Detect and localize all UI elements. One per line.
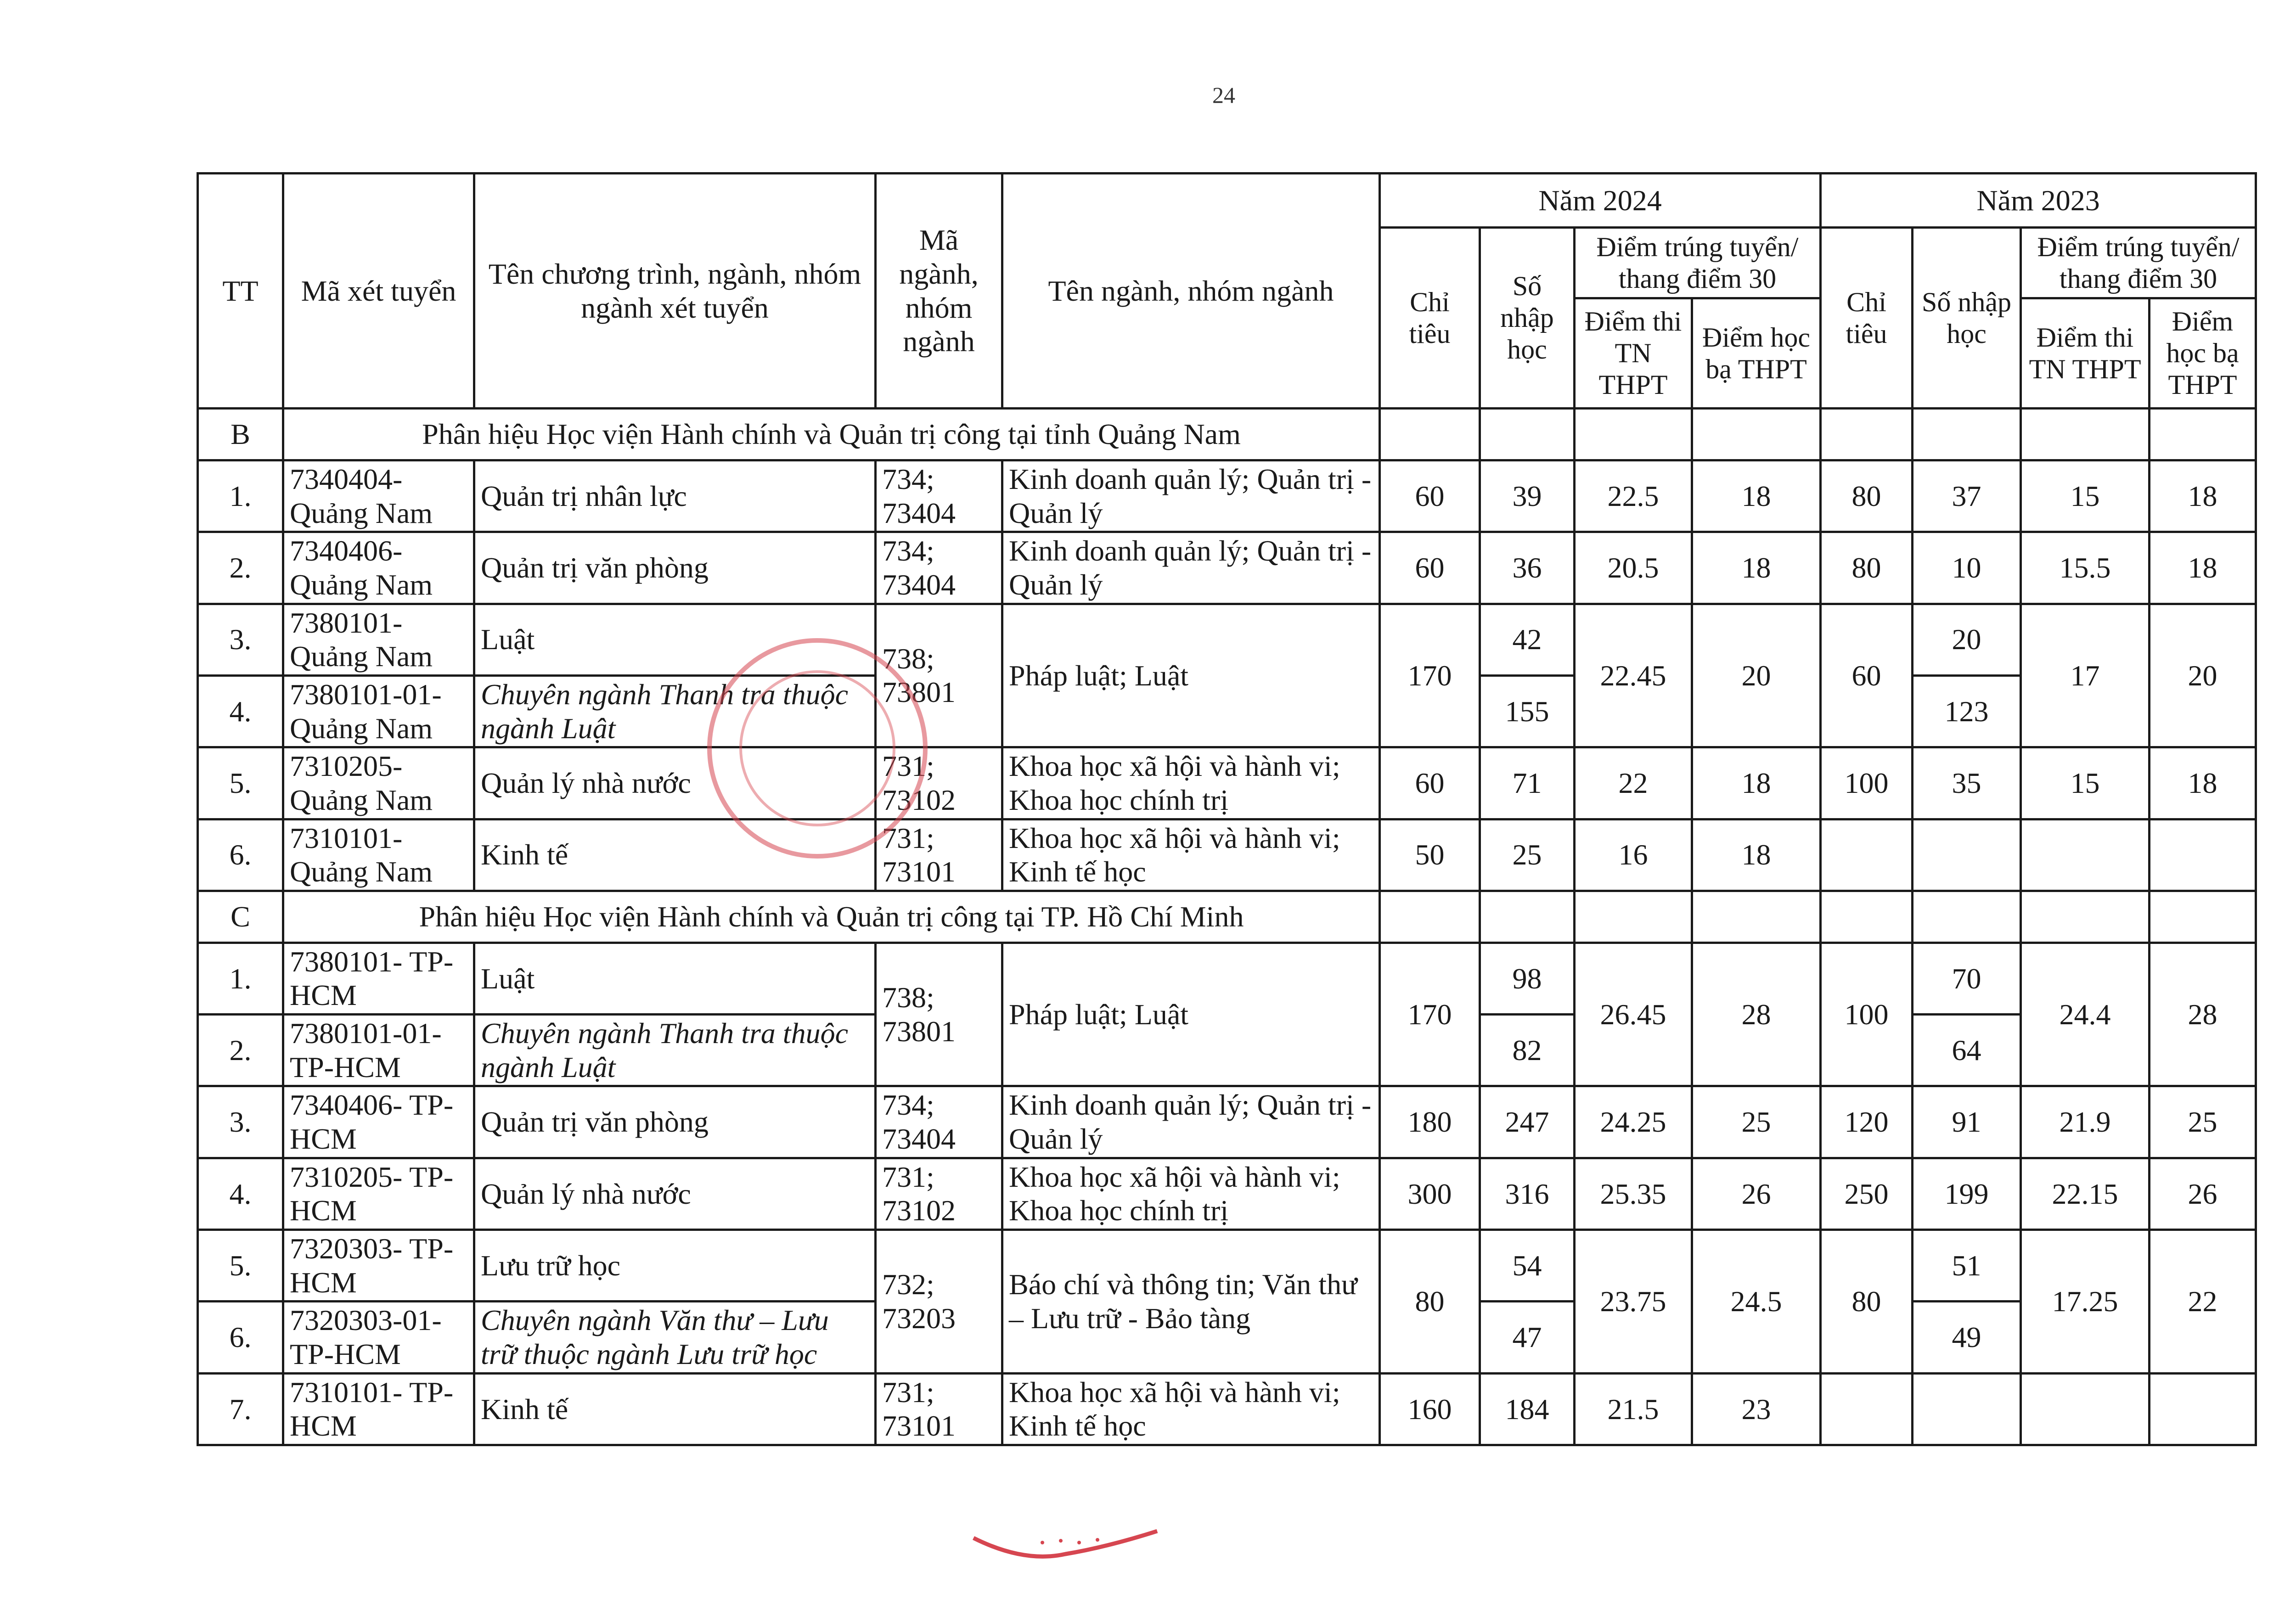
cell-diem-tn-2023: 24.4 bbox=[2021, 943, 2150, 1086]
cell-ten-chuong-trinh: Chuyên ngành Văn thư – Lưu trữ thuộc ngành Lưu trữ học bbox=[474, 1302, 876, 1373]
cell-nhap-hoc-2024: 98 bbox=[1480, 943, 1575, 1014]
cell-chi-tieu-2024: 160 bbox=[1380, 1373, 1480, 1445]
cell-tt: 4. bbox=[198, 1158, 283, 1229]
cell-nhap-hoc-2024: 155 bbox=[1480, 675, 1575, 747]
cell-ten-nganh: Khoa học xã hội và hành vi; Khoa học chính trị bbox=[1002, 747, 1380, 819]
cell-diem-tn-2024: 24.25 bbox=[1575, 1086, 1692, 1158]
cell-diem-tn-2024: 16 bbox=[1575, 819, 1692, 891]
cell-nhap-hoc-2024: 316 bbox=[1480, 1158, 1575, 1229]
cell-ma-nganh: 731; 73102 bbox=[876, 747, 1002, 819]
cell-chi-tieu-2024: 80 bbox=[1380, 1230, 1480, 1374]
cell-ma-nganh: 738; 73801 bbox=[876, 604, 1002, 747]
cell-ten-chuong-trinh: Chuyên ngành Thanh tra thuộc ngành Luật bbox=[474, 1015, 876, 1086]
cell-chi-tieu-2024: 170 bbox=[1380, 943, 1480, 1086]
cell-chi-tieu-2024: 170 bbox=[1380, 604, 1480, 747]
cell-chi-tieu-2023: 100 bbox=[1821, 943, 1913, 1086]
cell-ten-chuong-trinh: Luật bbox=[474, 943, 876, 1014]
header-diem-trung-tuyen-2024: Điểm trúng tuyển/ thang điểm 30 bbox=[1575, 228, 1821, 298]
header-so-nhap-hoc-2024: Số nhập học bbox=[1480, 228, 1575, 409]
cell-nhap-hoc-2023: 123 bbox=[1913, 675, 2021, 747]
cell-ma-nganh: 731; 73102 bbox=[876, 1158, 1002, 1229]
cell-ten-chuong-trinh: Kinh tế bbox=[474, 1373, 876, 1445]
cell-ma-nganh: 734; 73404 bbox=[876, 1086, 1002, 1158]
cell-chi-tieu-2024: 300 bbox=[1380, 1158, 1480, 1229]
cell-tt: 2. bbox=[198, 532, 283, 604]
cell-diem-tn-2023: 17.25 bbox=[2021, 1230, 2150, 1374]
cell-diem-hb-2023: 18 bbox=[2150, 532, 2256, 604]
cell-chi-tieu-2023: 80 bbox=[1821, 1230, 1913, 1374]
header-ma-nganh: Mã ngành, nhóm ngành bbox=[876, 174, 1002, 409]
cell-chi-tieu-2023: 250 bbox=[1821, 1158, 1913, 1229]
cell-nhap-hoc-2023: 91 bbox=[1913, 1086, 2021, 1158]
cell-ten-nganh: Khoa học xã hội và hành vi; Khoa học chính trị bbox=[1002, 1158, 1380, 1229]
cell-ma-xet-tuyen: 7380101- TP-HCM bbox=[283, 943, 474, 1014]
cell-diem-hb-2024: 20 bbox=[1692, 604, 1821, 747]
cell-ten-chuong-trinh: Quản lý nhà nước bbox=[474, 1158, 876, 1229]
cell-ma-nganh: 731; 73101 bbox=[876, 819, 1002, 891]
table-row bbox=[198, 1230, 2256, 1302]
section-row-b bbox=[198, 409, 2256, 460]
admission-table bbox=[197, 172, 2257, 1446]
cell-nhap-hoc-2023: 10 bbox=[1913, 532, 2021, 604]
header-ma-xet-tuyen: Mã xét tuyển bbox=[283, 174, 474, 409]
cell-nhap-hoc-2023: 49 bbox=[1913, 1302, 2021, 1373]
cell-ma-xet-tuyen: 7310101- TP-HCM bbox=[283, 1373, 474, 1445]
cell-ma-xet-tuyen: 7380101-01- TP-HCM bbox=[283, 1015, 474, 1086]
header-nam-2023: Năm 2023 bbox=[1821, 174, 2256, 228]
cell-ten-nganh: Kinh doanh quản lý; Quản trị - Quản lý bbox=[1002, 1086, 1380, 1158]
section-title: Phân hiệu Học viện Hành chính và Quản trị công tại tỉnh Quảng Nam bbox=[283, 409, 1380, 460]
cell-diem-tn-2024: 23.75 bbox=[1575, 1230, 1692, 1374]
cell-ma-xet-tuyen: 7340404- Quảng Nam bbox=[283, 460, 474, 532]
cell-diem-tn-2024: 22 bbox=[1575, 747, 1692, 819]
section-row-c bbox=[198, 891, 2256, 943]
cell-diem-hb-2024: 28 bbox=[1692, 943, 1821, 1086]
cell-nhap-hoc-2024: 184 bbox=[1480, 1373, 1575, 1445]
cell-ten-chuong-trinh: Quản trị văn phòng bbox=[474, 1086, 876, 1158]
table-row bbox=[198, 747, 2256, 819]
cell-diem-hb-2023: 18 bbox=[2150, 747, 2256, 819]
cell-ten-nganh: Kinh doanh quản lý; Quản trị - Quản lý bbox=[1002, 460, 1380, 532]
cell-diem-hb-2024: 18 bbox=[1692, 747, 1821, 819]
cell-chi-tieu-2023: 60 bbox=[1821, 604, 1913, 747]
cell-chi-tieu-2023: 80 bbox=[1821, 532, 1913, 604]
cell-chi-tieu-2024: 180 bbox=[1380, 1086, 1480, 1158]
cell-ma-xet-tuyen: 7310101- Quảng Nam bbox=[283, 819, 474, 891]
cell-nhap-hoc-2024: 247 bbox=[1480, 1086, 1575, 1158]
table-row bbox=[198, 604, 2256, 675]
cell-chi-tieu-2024: 50 bbox=[1380, 819, 1480, 891]
cell-diem-hb-2024: 25 bbox=[1692, 1086, 1821, 1158]
cell-ma-nganh: 734; 73404 bbox=[876, 532, 1002, 604]
cell-tt: 3. bbox=[198, 604, 283, 675]
header-nam-2024: Năm 2024 bbox=[1380, 174, 1821, 228]
cell-diem-hb-2024: 26 bbox=[1692, 1158, 1821, 1229]
header-so-nhap-hoc-2023: Số nhập học bbox=[1913, 228, 2021, 409]
cell-chi-tieu-2023: 80 bbox=[1821, 460, 1913, 532]
cell-diem-tn-2023: 15 bbox=[2021, 747, 2150, 819]
cell-ma-nganh: 731; 73101 bbox=[876, 1373, 1002, 1445]
cell-chi-tieu-2023 bbox=[1821, 1373, 1913, 1445]
table-row bbox=[198, 943, 2256, 1014]
header-chi-tieu-2023: Chỉ tiêu bbox=[1821, 228, 1913, 409]
cell-ma-nganh: 734; 73404 bbox=[876, 460, 1002, 532]
cell-diem-tn-2024: 22.45 bbox=[1575, 604, 1692, 747]
cell-ma-xet-tuyen: 7380101-01- Quảng Nam bbox=[283, 675, 474, 747]
cell-diem-tn-2023 bbox=[2021, 1373, 2150, 1445]
section-label: B bbox=[198, 409, 283, 460]
cell-tt: 5. bbox=[198, 1230, 283, 1302]
cell-diem-hb-2023: 20 bbox=[2150, 604, 2256, 747]
cell-nhap-hoc-2024: 54 bbox=[1480, 1230, 1575, 1302]
cell-nhap-hoc-2023: 64 bbox=[1913, 1015, 2021, 1086]
cell-diem-hb-2023: 18 bbox=[2150, 460, 2256, 532]
cell-nhap-hoc-2024: 25 bbox=[1480, 819, 1575, 891]
header-diem-trung-tuyen-2023: Điểm trúng tuyển/ thang điểm 30 bbox=[2021, 228, 2256, 298]
cell-tt: 2. bbox=[198, 1015, 283, 1086]
cell-diem-hb-2024: 23 bbox=[1692, 1373, 1821, 1445]
cell-chi-tieu-2024: 60 bbox=[1380, 747, 1480, 819]
cell-diem-hb-2023 bbox=[2150, 1373, 2256, 1445]
cell-diem-hb-2024: 18 bbox=[1692, 460, 1821, 532]
cell-diem-tn-2023: 15.5 bbox=[2021, 532, 2150, 604]
table-row bbox=[198, 532, 2256, 604]
cell-ma-xet-tuyen: 7380101- Quảng Nam bbox=[283, 604, 474, 675]
table-row bbox=[198, 1158, 2256, 1229]
header-diem-hoc-ba-2024: Điểm học bạ THPT bbox=[1692, 298, 1821, 409]
cell-nhap-hoc-2023: 20 bbox=[1913, 604, 2021, 675]
cell-diem-tn-2023: 21.9 bbox=[2021, 1086, 2150, 1158]
cell-ten-chuong-trinh: Luật bbox=[474, 604, 876, 675]
cell-ma-xet-tuyen: 7320303- TP-HCM bbox=[283, 1230, 474, 1302]
cell-tt: 1. bbox=[198, 943, 283, 1014]
cell-diem-tn-2023 bbox=[2021, 819, 2150, 891]
cell-ma-nganh: 732; 73203 bbox=[876, 1230, 1002, 1374]
cell-diem-tn-2024: 26.45 bbox=[1575, 943, 1692, 1086]
cell-tt: 1. bbox=[198, 460, 283, 532]
cell-ten-nganh: Pháp luật; Luật bbox=[1002, 604, 1380, 747]
cell-diem-hb-2024: 24.5 bbox=[1692, 1230, 1821, 1374]
cell-chi-tieu-2023 bbox=[1821, 819, 1913, 891]
cell-ten-chuong-trinh: Lưu trữ học bbox=[474, 1230, 876, 1302]
cell-ma-nganh: 738; 73801 bbox=[876, 943, 1002, 1086]
cell-diem-tn-2024: 21.5 bbox=[1575, 1373, 1692, 1445]
cell-nhap-hoc-2023: 70 bbox=[1913, 943, 2021, 1014]
cell-ten-nganh: Khoa học xã hội và hành vi; Kinh tế học bbox=[1002, 819, 1380, 891]
cell-ma-xet-tuyen: 7340406- TP-HCM bbox=[283, 1086, 474, 1158]
cell-nhap-hoc-2024: 39 bbox=[1480, 460, 1575, 532]
header-tt: TT bbox=[198, 174, 283, 409]
cell-tt: 5. bbox=[198, 747, 283, 819]
cell-tt: 6. bbox=[198, 1302, 283, 1373]
cell-nhap-hoc-2023 bbox=[1913, 819, 2021, 891]
table-row bbox=[198, 819, 2256, 891]
cell-ten-chuong-trinh: Quản trị văn phòng bbox=[474, 532, 876, 604]
cell-diem-hb-2023 bbox=[2150, 819, 2256, 891]
cell-ten-chuong-trinh: Quản lý nhà nước bbox=[474, 747, 876, 819]
cell-nhap-hoc-2024: 71 bbox=[1480, 747, 1575, 819]
cell-diem-hb-2023: 28 bbox=[2150, 943, 2256, 1086]
cell-nhap-hoc-2023: 51 bbox=[1913, 1230, 2021, 1302]
cell-diem-hb-2023: 26 bbox=[2150, 1158, 2256, 1229]
cell-diem-tn-2024: 22.5 bbox=[1575, 460, 1692, 532]
cell-nhap-hoc-2023: 37 bbox=[1913, 460, 2021, 532]
cell-ma-xet-tuyen: 7310205- TP-HCM bbox=[283, 1158, 474, 1229]
section-label: C bbox=[198, 891, 283, 943]
cell-diem-tn-2023: 15 bbox=[2021, 460, 2150, 532]
cell-chi-tieu-2023: 100 bbox=[1821, 747, 1913, 819]
header-ten-chuong-trinh: Tên chương trình, ngành, nhóm ngành xét tuyển bbox=[474, 174, 876, 409]
header-diem-hoc-ba-2023: Điểm học bạ THPT bbox=[2150, 298, 2256, 409]
cell-ten-chuong-trinh: Chuyên ngành Thanh tra thuộc ngành Luật bbox=[474, 675, 876, 747]
cell-ten-nganh: Pháp luật; Luật bbox=[1002, 943, 1380, 1086]
cell-ten-chuong-trinh: Quản trị nhân lực bbox=[474, 460, 876, 532]
cell-diem-tn-2024: 25.35 bbox=[1575, 1158, 1692, 1229]
cell-diem-hb-2024: 18 bbox=[1692, 532, 1821, 604]
cell-tt: 7. bbox=[198, 1373, 283, 1445]
cell-nhap-hoc-2024: 47 bbox=[1480, 1302, 1575, 1373]
cell-ten-nganh: Khoa học xã hội và hành vi; Kinh tế học bbox=[1002, 1373, 1380, 1445]
cell-ma-xet-tuyen: 7340406- Quảng Nam bbox=[283, 532, 474, 604]
cell-nhap-hoc-2023: 199 bbox=[1913, 1158, 2021, 1229]
cell-nhap-hoc-2023 bbox=[1913, 1373, 2021, 1445]
cell-diem-tn-2023: 22.15 bbox=[2021, 1158, 2150, 1229]
header-ten-nganh: Tên ngành, nhóm ngành bbox=[1002, 174, 1380, 409]
cell-chi-tieu-2023: 120 bbox=[1821, 1086, 1913, 1158]
cell-tt: 3. bbox=[198, 1086, 283, 1158]
cell-nhap-hoc-2024: 82 bbox=[1480, 1015, 1575, 1086]
cell-nhap-hoc-2023: 35 bbox=[1913, 747, 2021, 819]
table-row bbox=[198, 1086, 2256, 1158]
cell-diem-hb-2024: 18 bbox=[1692, 819, 1821, 891]
page-number: 24 bbox=[1212, 82, 1235, 108]
cell-chi-tieu-2024: 60 bbox=[1380, 532, 1480, 604]
cell-ten-nganh: Kinh doanh quản lý; Quản trị - Quản lý bbox=[1002, 532, 1380, 604]
cell-chi-tieu-2024: 60 bbox=[1380, 460, 1480, 532]
cell-nhap-hoc-2024: 42 bbox=[1480, 604, 1575, 675]
cell-ma-xet-tuyen: 7320303-01- TP-HCM bbox=[283, 1302, 474, 1373]
header-diem-thi-tn-2024: Điểm thi TN THPT bbox=[1575, 298, 1692, 409]
cell-diem-tn-2023: 17 bbox=[2021, 604, 2150, 747]
cell-diem-hb-2023: 22 bbox=[2150, 1230, 2256, 1374]
cell-ten-nganh: Báo chí và thông tin; Văn thư – Lưu trữ - Bảo tàng bbox=[1002, 1230, 1380, 1374]
header-diem-thi-tn-2023: Điểm thi TN THPT bbox=[2021, 298, 2150, 409]
signature-mark bbox=[969, 1529, 1162, 1566]
table-row bbox=[198, 1373, 2256, 1445]
section-title: Phân hiệu Học viện Hành chính và Quản trị công tại TP. Hồ Chí Minh bbox=[283, 891, 1380, 943]
cell-diem-tn-2024: 20.5 bbox=[1575, 532, 1692, 604]
cell-ten-chuong-trinh: Kinh tế bbox=[474, 819, 876, 891]
cell-tt: 6. bbox=[198, 819, 283, 891]
table-row bbox=[198, 460, 2256, 532]
cell-ma-xet-tuyen: 7310205- Quảng Nam bbox=[283, 747, 474, 819]
cell-diem-hb-2023: 25 bbox=[2150, 1086, 2256, 1158]
header-chi-tieu-2024: Chỉ tiêu bbox=[1380, 228, 1480, 409]
cell-tt: 4. bbox=[198, 675, 283, 747]
cell-nhap-hoc-2024: 36 bbox=[1480, 532, 1575, 604]
